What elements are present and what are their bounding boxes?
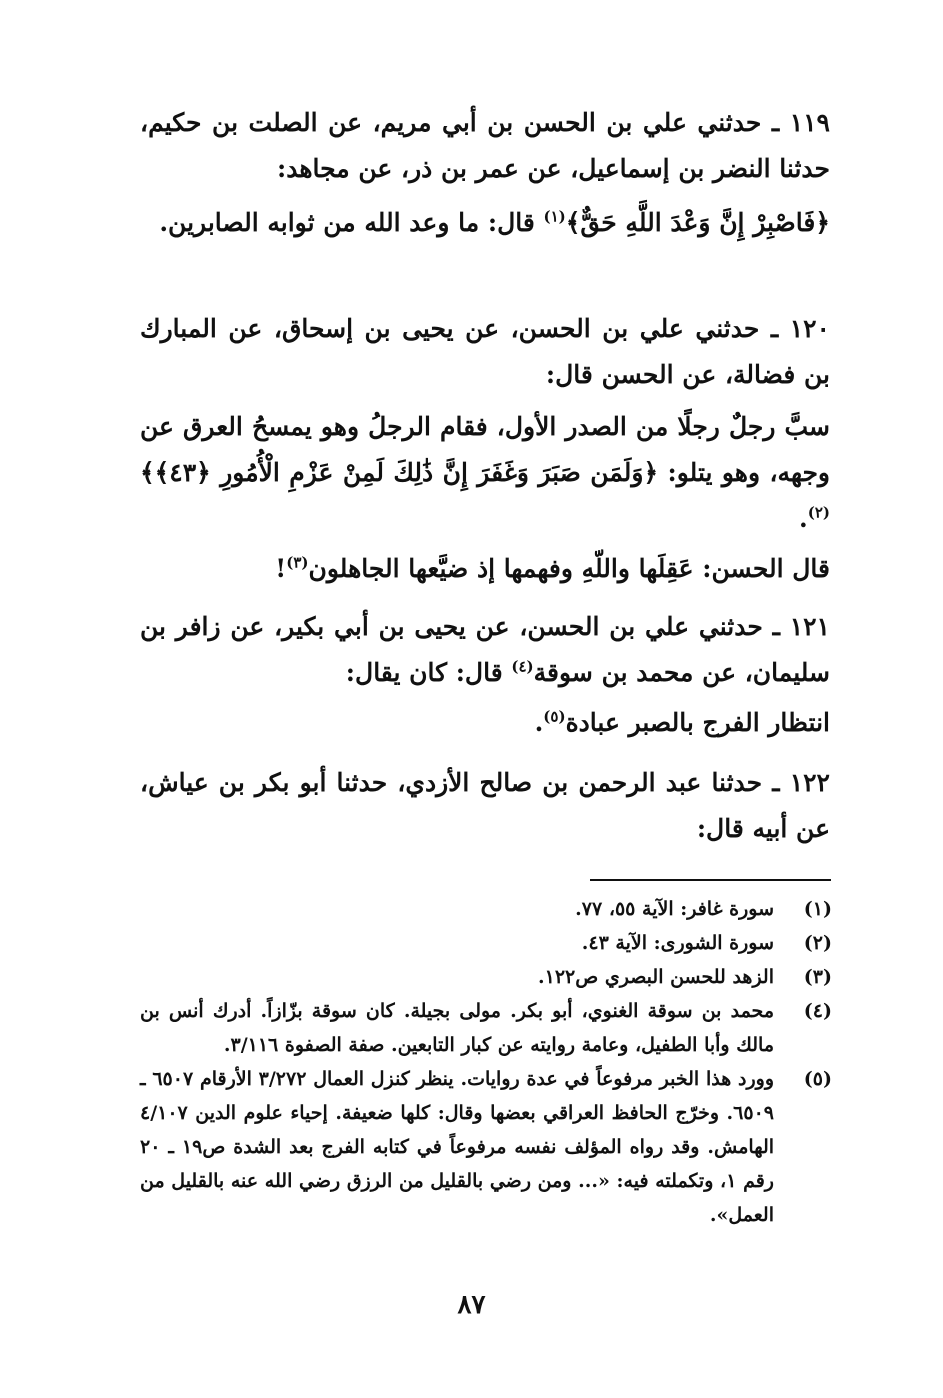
page-number: ٨٧ bbox=[457, 1290, 486, 1320]
footnote bbox=[140, 994, 832, 1062]
footnote bbox=[140, 926, 832, 960]
hadith-number: ١١٩ bbox=[789, 108, 830, 137]
footnote-number: (٢) bbox=[803, 932, 832, 954]
footnote-text: وورد هذا الخبر مرفوعاً في عدة روايات. ينظر كنزل العمال ٣/٢٧٢ الأرقام ٦٥٠٧ ـ ٦٥٠٩. وخرّج الحافظ العراقي بعضها وقال: كلها ضعيفة. إحياء علوم الدين ٤/١٠٧ الهامش. وقد رواه المؤلف نفسه مرفوعاً في كتابه الفرج بعد الشدة ص١٩ ـ ٢٠ رقم ١، وتكملته فيه: «... ومن رضي بالقليل من الرزق رضي الله عنه بالقليل من العمل». bbox=[140, 1068, 775, 1226]
footnote-text: سورة الشورى: الآية ٤٣. bbox=[581, 932, 774, 954]
footnote-number: (٤) bbox=[803, 1000, 832, 1022]
paragraph-120 bbox=[140, 306, 830, 398]
paragraph-text: ١٢٢ ـ حدثنا عبد الرحمن بن صالح الأزدي، حدثنا أبو بكر بن عياش، عن أبيه قال: bbox=[140, 768, 830, 843]
paragraph-text: انتظار الفرج بالصبر عبادة$^{(٥)}$. bbox=[534, 707, 830, 737]
paragraph-120-story bbox=[140, 404, 830, 542]
footnote-ref: (٤) bbox=[511, 657, 534, 676]
quran-verse: ﴿فَاصْبِرْ إِنَّ وَعْدَ اللَّهِ حَقٌّ﴾ bbox=[565, 208, 830, 237]
footnotes bbox=[140, 892, 832, 1232]
footnote-text: محمد بن سوقة الغنوي، أبو بكر. مولى بجيلة. كان سوقة بزّازاً. أدرك أنس بن مالك وأبا الطفيل، وعامة روايته عن كبار التابعين. صفة الصفوة ٣/١١٦. bbox=[140, 1000, 774, 1056]
paragraph-text: سبَّ رجلٌ رجلًا من الصدر الأول، فقام الرجلُ وهو يمسحُ العرق عن وجهه، وهو يتلو: ﴿وَلَمَن صَبَرَ وَغَفَرَ إِنَّ ذَٰلِكَ لَمِنْ عَزْمِ الْأُمُورِ ﴿٤٣﴾﴾$^{(٢)}$. bbox=[140, 412, 830, 533]
quran-verse: ﴿وَلَمَن صَبَرَ وَغَفَرَ إِنَّ ذَٰلِكَ لَمِنْ عَزْمِ الْأُمُورِ ﴿٤٣﴾﴾ bbox=[140, 458, 659, 487]
paragraph-121 bbox=[140, 604, 830, 696]
footnote-ref: (٣) bbox=[286, 553, 309, 572]
paragraph-122 bbox=[140, 760, 830, 852]
paragraph-121-saying bbox=[140, 700, 830, 746]
paragraph-text: ١٢١ ـ حدثني علي بن الحسن، عن يحيى بن أبي بكير، عن زافر بن سليمان، عن محمد بن سوقة$^{(٤)}$ قال: كان يقال: bbox=[140, 612, 830, 687]
footnote bbox=[140, 960, 832, 994]
paragraph-text: ١٢٠ ـ حدثني علي بن الحسن، عن يحيى بن إسحاق، عن المبارك بن فضالة، عن الحسن قال: bbox=[140, 314, 830, 389]
footnote-number: (٣) bbox=[803, 966, 832, 988]
paragraph-text: قال الحسن: عَقِلَها واللّهِ وفهمها إذ ضيَّعها الجاهلون$^{(٣)}$! bbox=[275, 553, 830, 583]
hadith-number: ١٢١ bbox=[789, 612, 830, 641]
paragraph-120-comment bbox=[140, 546, 830, 592]
footnote-separator bbox=[590, 879, 831, 881]
footnote-ref: (٢) bbox=[807, 503, 830, 522]
paragraph-text: ١١٩ ـ حدثني علي بن الحسن بن أبي مريم، عن الصلت بن حكيم، حدثنا النضر بن إسماعيل، عن عمر بن ذر، عن مجاهد: bbox=[140, 108, 830, 183]
footnote-number: (١) bbox=[803, 898, 832, 920]
footnote-text: الزهد للحسن البصري ص١٢٢. bbox=[538, 966, 774, 988]
paragraph-119-verse bbox=[140, 200, 830, 246]
footnote bbox=[140, 1062, 832, 1232]
paragraph-text: ﴿فَاصْبِرْ إِنَّ وَعْدَ اللَّهِ حَقٌّ﴾$^{(١)}$ قال: ما وعد الله من ثوابه الصابرين. bbox=[159, 207, 830, 237]
footnote-text: سورة غافر: الآية ٥٥، ٧٧. bbox=[575, 898, 774, 920]
footnote bbox=[140, 892, 832, 926]
hadith-number: ١٢٢ bbox=[789, 768, 830, 797]
footnote-number: (٥) bbox=[803, 1068, 832, 1090]
hadith-number: ١٢٠ bbox=[789, 314, 830, 343]
footnote-ref: (٥) bbox=[543, 707, 566, 726]
footnote-ref: (١) bbox=[543, 207, 566, 226]
paragraph-119 bbox=[140, 100, 830, 192]
